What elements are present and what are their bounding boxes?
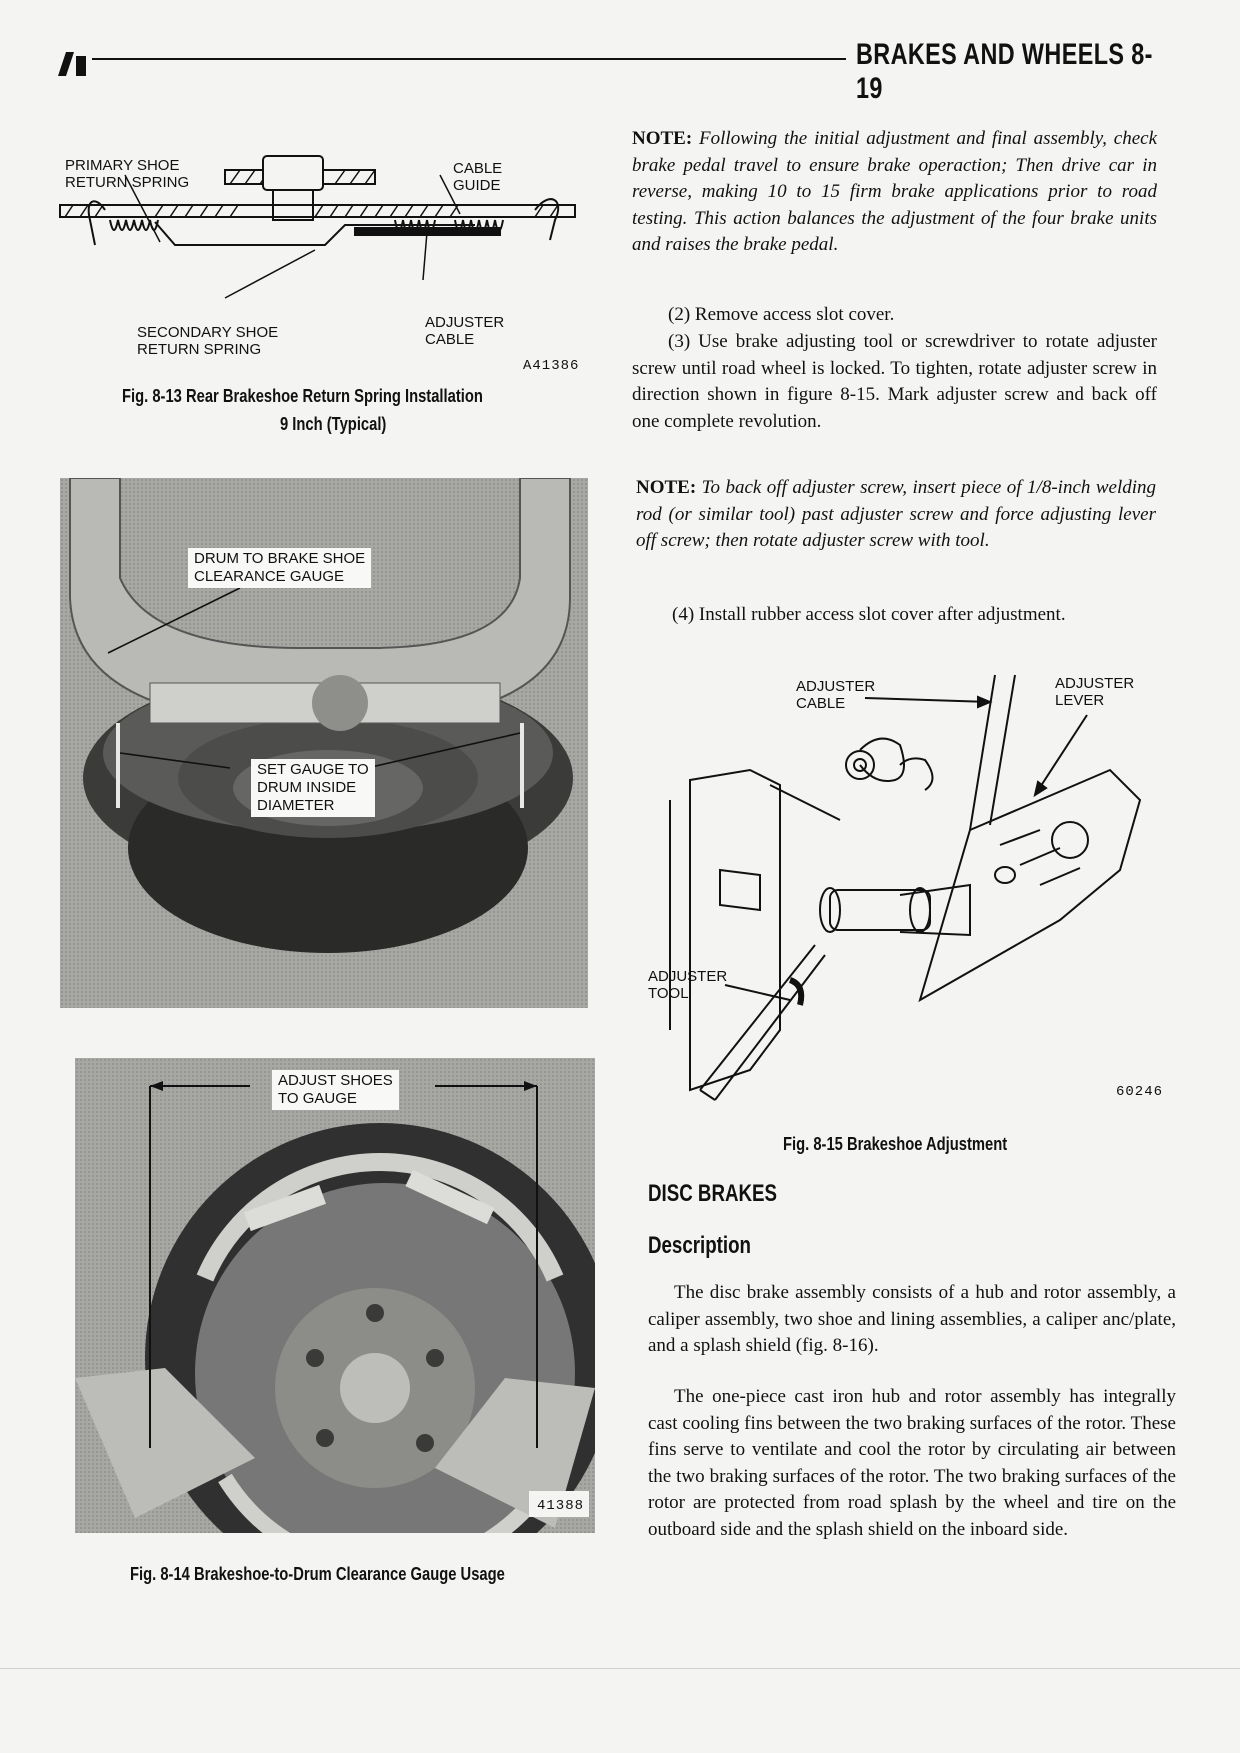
fig15-caption: Fig. 8-15 Brakeshoe Adjustment [783, 1134, 1008, 1154]
section-subheading-description: Description [648, 1232, 751, 1259]
fig13-label-secondary-spring: SECONDARY SHOE RETURN SPRING [137, 324, 279, 358]
fig13-label-adjuster-cable: ADJUSTER CABLE [425, 314, 505, 348]
photo2-number: 41388 [537, 1498, 585, 1514]
photo-brake-assembly [75, 1058, 595, 1533]
note-1 [632, 126, 1157, 259]
fig15-label-adjuster-cable: ADJUSTER CABLE [796, 678, 876, 712]
header-rule [92, 58, 846, 60]
photo1-label-set-gauge: SET GAUGE TO DRUM INSIDE DIAMETER [251, 759, 375, 817]
note-1-head: NOTE: [632, 128, 693, 149]
page-header-title: BRAKES AND WHEELS 8-19 [856, 38, 1153, 105]
section-heading-disc-brakes: DISC BRAKES [648, 1180, 777, 1207]
fig13-label-cable-guide: CABLE GUIDE [453, 160, 503, 194]
note-2-head: NOTE: [636, 477, 697, 498]
fig14-caption: Fig. 8-14 Brakeshoe-to-Drum Clearance Gauge Usage [130, 1564, 505, 1584]
brake-assembly-illustration [75, 1058, 595, 1533]
disc-para-2 [648, 1384, 1176, 1543]
photo2-label-adjust-shoes: ADJUST SHOES TO GAUGE [272, 1070, 399, 1110]
disc-para-1-text: The disc brake assembly consists of a hub and rotor assembly, a caliper assembly, two shoe and lining assemblies, a caliper anc/plate, and a splash shield (fig. 8-16). [648, 1282, 1176, 1356]
page-bottom-edge [0, 1668, 1240, 1669]
step-3 [632, 329, 1157, 435]
fig-8-15-adjustment-diagram [640, 670, 1160, 1110]
publisher-logo-icon [58, 52, 88, 76]
step-3-text: (3) Use brake adjusting tool or screwdriver to rotate adjuster screw until road wheel is locked. To tighten, rotate adjuster screw in direction shown in figure 8-15. Mark adjuster screw and back off one complete revolution. [632, 331, 1157, 432]
fig15-label-adjuster-tool: ADJUSTER TOOL [648, 968, 728, 1002]
note-2-body: To back off adjuster screw, insert piece of 1/8-inch welding rod (or similar tool) past adjuster screw and force adjusting lever off screw; then rotate adjuster screw with tool. [636, 477, 1157, 551]
fig15-label-adjuster-lever: ADJUSTER LEVER [1055, 675, 1135, 709]
fig13-caption-line2: 9 Inch (Typical) [280, 414, 387, 434]
fig13-label-primary-spring: PRIMARY SHOE RETURN SPRING [65, 157, 190, 191]
disc-para-2-text: The one-piece cast iron hub and rotor assembly has integrally cast cooling fins between the two braking surfaces of the rotor. These fins serve to ventilate and cool the rotor by circulating air between the two braking surfaces of the rotor. The two braking surfaces of the rotor are protected from road splash by the wheel and tire on the outboard side and the splash shield on the inboard side. [648, 1386, 1176, 1540]
step-4-text: (4) Install rubber access slot cover after adjustment. [672, 604, 1066, 625]
fig15-number: 60246 [1116, 1084, 1164, 1100]
step-2: (2) Remove access slot cover. [668, 304, 895, 325]
step-4 [636, 602, 1156, 629]
note-2 [636, 475, 1156, 555]
photo1-label-gauge: DRUM TO BRAKE SHOE CLEARANCE GAUGE [188, 548, 371, 588]
disc-para-1 [648, 1280, 1176, 1360]
fig13-number: A41386 [523, 358, 580, 374]
note-1-body: Following the initial adjustment and final assembly, check brake pedal travel to ensure brake operaction; Then drive car in reverse, making 10 to 15 firm brake applications prior to road testing. This action balances the adjustment of the four brake units and raises the brake pedal. [632, 128, 1158, 255]
fig13-caption-line1: Fig. 8-13 Rear Brakeshoe Return Spring Installation [122, 386, 483, 406]
